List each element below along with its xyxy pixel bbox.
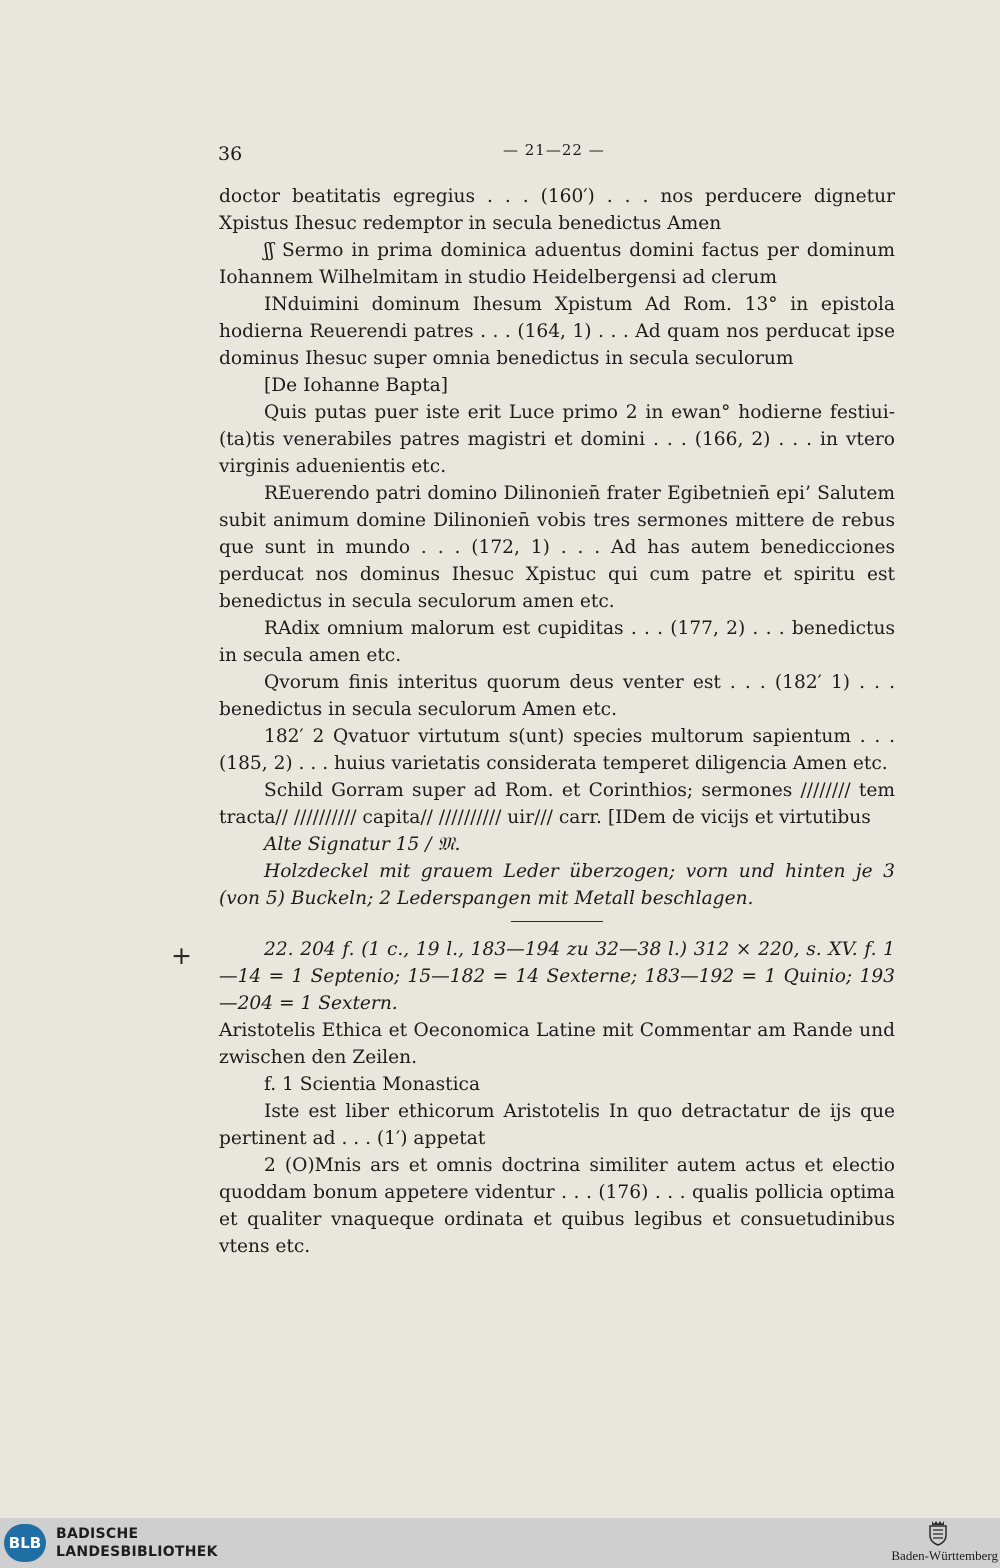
library-name-line1: BADISCHE [56,1526,139,1542]
paragraph-quis-putas: Quis putas puer iste erit Luce primo 2 in ewan° hodierne festiui-(ta)tis venerabiles patres magistri et domini . . . (166, 2) . . . in vtero virginis aduenientis etc. [219,402,895,477]
coat-of-arms-icon [927,1520,949,1546]
entry-range: — 21—22 — [503,141,605,159]
paragraph-alte-signatur: Alte Signatur 15 / 𝔐. [264,834,461,855]
paragraph-reuerendo: REuerendo patri domino Dilinonien̄ frater Egibetnien̄ epi’ Salutem subit animum domine Dilinonien̄ vobis tres sermones mittere de rebus que sunt in mundo . . . (172, 1) . . . Ad has autem benedicciones perducat nos dominus Ihesuc Xpistuc qui cum patre et spiritu est benedictus in secula seculorum amen etc. [219,483,895,612]
library-name-line2: LANDESBIBLIOTHEK [56,1544,218,1560]
paragraph-incipit-continuation: doctor beatitatis egregius . . . (160′) . . . nos perducere dignetur Xpistus Ihesuc redemptor in secula benedictus Amen [219,186,895,234]
entry-22-folio: f. 1 Scientia Monastica [264,1074,481,1095]
paragraph-schild: Schild Gorram super ad Rom. et Corinthios; sermones //////// tem tracta// ////////// capita// ////////// uir/// carr. [IDem de vicijs et virtutibus [219,780,895,828]
paragraph-qvatuor: 182′ 2 Qvatuor virtutum s(unt) species multorum sapientum . . . (185, 2) . . . huius varietatis considerata temperet diligencia Amen etc. [219,726,895,774]
entry-22-text: 2 (O)Mnis ars et omnis doctrina similiter autem actus et electio quoddam bonum appetere videntur . . . (176) . . . qualis pollicia optima et qualiter vnaqueque ordinata et quibus legibus et consuetudinibus vtens etc. [219,1155,895,1257]
paragraph-sermo-title: ʃʃ Sermo in prima dominica aduentus domini factus per dominum Iohannem Wilhelmitam in studio Heidelbergensi ad clerum [219,240,895,288]
paragraph-induimini: INduimini dominum Ihesum Xpistum Ad Rom. 13° in epistola hodierna Reuerendi patres . . . (164, 1) . . . Ad quam nos perducat ipse dominus Ihesuc super omnia benedictus in secula seculorum [219,294,895,369]
entry-22-header: 22. 204 f. (1 c., 19 l., 183—194 zu 32—38 l.) 312 × 220, s. XV. f. 1—14 = 1 Septenio; 15—182 = 14 Sexterne; 183—192 = 1 Quinio; 193—204 = 1 Sextern. [219,939,895,1014]
footer-bar [0,1518,1000,1568]
page-number: 36 [218,143,243,165]
library-name [56,1525,218,1561]
entry-22-title: Aristotelis Ethica et Oeconomica Latine mit Commentar am Rande und zwischen den Zeilen. [219,1020,895,1068]
page-header [218,143,894,167]
paragraph-binding: Holzdeckel mit grauem Leder überzogen; vorn und hinten je 3 (von 5) Buckeln; 2 Lederspangen mit Metall beschlagen. [219,861,895,909]
paragraph-qvorum: Qvorum finis interitus quorum deus venter est . . . (182′ 1) . . . benedictus in secula seculorum Amen etc. [219,672,895,720]
entry-22-incipit: Iste est liber ethicorum Aristotelis In quo detractatur de ijs que pertinent ad . . . (1′) appetat [219,1101,895,1149]
section-divider [511,921,603,922]
paragraph-radix: RAdix omnium malorum est cupiditas . . . (177, 2) . . . benedictus in secula amen etc. [219,618,895,666]
paragraph-de-iohanne: [De Iohanne Bapta] [264,375,449,396]
blb-logo[interactable]: BLB [4,1524,46,1562]
text-column [219,183,895,1260]
state-name: Baden-Württemberg [891,1548,998,1563]
entry-marker: + [171,941,192,970]
